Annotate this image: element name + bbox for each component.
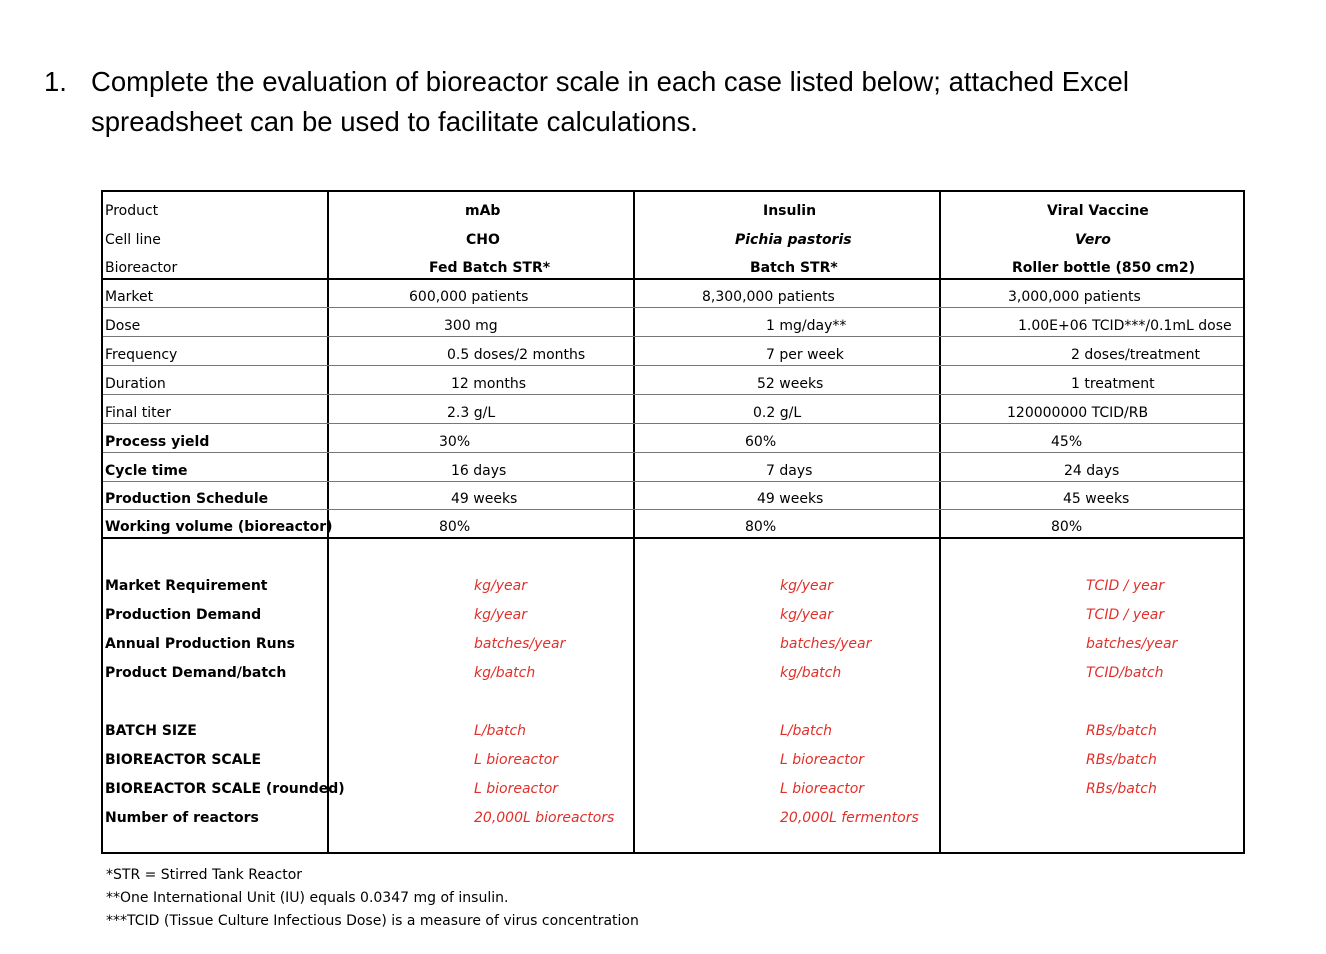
- answer-unit: L/batch: [474, 723, 527, 739]
- cell-value: 7 days: [766, 463, 813, 479]
- footnote-str: *STR = Stirred Tank Reactor: [106, 867, 303, 883]
- cell-value: 49 weeks: [451, 491, 518, 507]
- row-label-working-volume: Working volume (bioreactor): [105, 519, 333, 535]
- footnotes: [106, 864, 639, 933]
- cell-line-pichia: Pichia pastoris: [735, 232, 852, 248]
- row-label-number-of-reactors: Number of reactors: [105, 810, 259, 826]
- answer-unit: L/batch: [780, 723, 833, 739]
- cell-value: 1 treatment: [1071, 376, 1155, 392]
- cell-value: 49 weeks: [757, 491, 824, 507]
- row-label-cell-line: Cell line: [105, 232, 161, 248]
- cell-value: 0.2 g/L: [753, 405, 802, 421]
- row-label-dose: Dose: [105, 318, 141, 334]
- row-label-bioreactor-scale-rounded: BIOREACTOR SCALE (rounded): [105, 781, 345, 797]
- answer-unit: L bioreactor: [474, 781, 559, 797]
- answer-unit: kg/year: [474, 578, 527, 594]
- row-divider: [103, 452, 1243, 453]
- cell-value: 52 weeks: [757, 376, 824, 392]
- section-divider: [103, 537, 1243, 539]
- cell-value: 1.00E+06 TCID***/0.1mL dose: [1018, 318, 1232, 334]
- product-mab: mAb: [465, 203, 501, 219]
- answer-unit: kg/year: [780, 578, 833, 594]
- row-divider: [103, 307, 1243, 308]
- answer-unit: batches/year: [1086, 636, 1178, 652]
- answer-unit: L bioreactor: [474, 752, 559, 768]
- row-divider: [103, 278, 1243, 280]
- bioreactor-insulin: Batch STR*: [750, 260, 838, 276]
- cell-value: 30%: [439, 434, 471, 450]
- cell-value: 12 months: [451, 376, 526, 392]
- cell-value: 80%: [1051, 519, 1083, 535]
- cell-value: 1 mg/day**: [766, 318, 847, 334]
- column-divider: [939, 192, 941, 852]
- cell-value: 600,000 patients: [409, 289, 529, 305]
- row-label-product-demand-batch: Product Demand/batch: [105, 665, 287, 681]
- answer-unit: batches/year: [474, 636, 566, 652]
- cell-value: 3,000,000 patients: [1008, 289, 1141, 305]
- row-divider: [103, 365, 1243, 366]
- answer-unit: 20,000L fermentors: [780, 810, 919, 826]
- cell-line-vero: Vero: [1075, 232, 1111, 248]
- cell-value: 24 days: [1064, 463, 1120, 479]
- row-label-production-schedule: Production Schedule: [105, 491, 269, 507]
- bioreactor-table: [101, 190, 1245, 854]
- row-label-process-yield: Process yield: [105, 434, 210, 450]
- row-label-product: Product: [105, 203, 159, 219]
- cell-value: 45 weeks: [1063, 491, 1130, 507]
- cell-value: 80%: [439, 519, 471, 535]
- column-divider: [633, 192, 635, 852]
- answer-unit: kg/year: [780, 607, 833, 623]
- cell-value: 2.3 g/L: [447, 405, 496, 421]
- cell-value: 60%: [745, 434, 777, 450]
- answer-unit: 20,000L bioreactors: [474, 810, 615, 826]
- cell-value: 80%: [745, 519, 777, 535]
- row-label-bioreactor-scale: BIOREACTOR SCALE: [105, 752, 262, 768]
- cell-value: 0.5 doses/2 months: [447, 347, 586, 363]
- footnote-iu: **One International Unit (IU) equals 0.0347 mg of insulin.: [106, 890, 509, 906]
- answer-unit: RBs/batch: [1086, 723, 1157, 739]
- row-label-annual-production-runs: Annual Production Runs: [105, 636, 295, 652]
- answer-unit: TCID/batch: [1086, 665, 1164, 681]
- row-divider: [103, 336, 1243, 337]
- footnote-tcid: ***TCID (Tissue Culture Infectious Dose) is a measure of virus concentration: [106, 913, 639, 929]
- answer-unit: TCID / year: [1086, 578, 1165, 594]
- bioreactor-viral: Roller bottle (850 cm2): [1012, 260, 1195, 276]
- row-label-market: Market: [105, 289, 154, 305]
- cell-value: 7 per week: [766, 347, 844, 363]
- answer-unit: kg/batch: [474, 665, 536, 681]
- answer-unit: TCID / year: [1086, 607, 1165, 623]
- row-label-production-demand: Production Demand: [105, 607, 262, 623]
- question-text: Complete the evaluation of bioreactor scale in each case listed below; attached Excel spreadsheet can be used to facilitate calculations.: [91, 66, 1129, 137]
- row-divider: [103, 509, 1243, 510]
- answer-unit: RBs/batch: [1086, 752, 1157, 768]
- cell-value: 16 days: [451, 463, 507, 479]
- answer-unit: RBs/batch: [1086, 781, 1157, 797]
- row-label-batch-size: BATCH SIZE: [105, 723, 197, 739]
- question-number: 1.: [44, 66, 67, 97]
- row-label-frequency: Frequency: [105, 347, 178, 363]
- product-insulin: Insulin: [763, 203, 817, 219]
- product-viral-vaccine: Viral Vaccine: [1047, 203, 1149, 219]
- row-divider: [103, 423, 1243, 424]
- answer-unit: batches/year: [780, 636, 872, 652]
- row-divider: [103, 394, 1243, 395]
- answer-unit: kg/year: [474, 607, 527, 623]
- cell-value: 45%: [1051, 434, 1083, 450]
- answer-unit: kg/batch: [780, 665, 842, 681]
- row-label-final-titer: Final titer: [105, 405, 171, 421]
- row-label-cycle-time: Cycle time: [105, 463, 188, 479]
- answer-unit: L bioreactor: [780, 752, 865, 768]
- cell-value: 2 doses/treatment: [1071, 347, 1200, 363]
- row-divider: [103, 481, 1243, 482]
- row-label-bioreactor: Bioreactor: [105, 260, 178, 276]
- cell-value: 8,300,000 patients: [702, 289, 835, 305]
- answer-unit: L bioreactor: [780, 781, 865, 797]
- cell-value: 300 mg: [444, 318, 498, 334]
- bioreactor-mab: Fed Batch STR*: [429, 260, 551, 276]
- cell-line-cho: CHO: [466, 232, 500, 248]
- row-label-duration: Duration: [105, 376, 166, 392]
- cell-value: 120000000 TCID/RB: [1007, 405, 1149, 421]
- row-label-market-requirement: Market Requirement: [105, 578, 268, 594]
